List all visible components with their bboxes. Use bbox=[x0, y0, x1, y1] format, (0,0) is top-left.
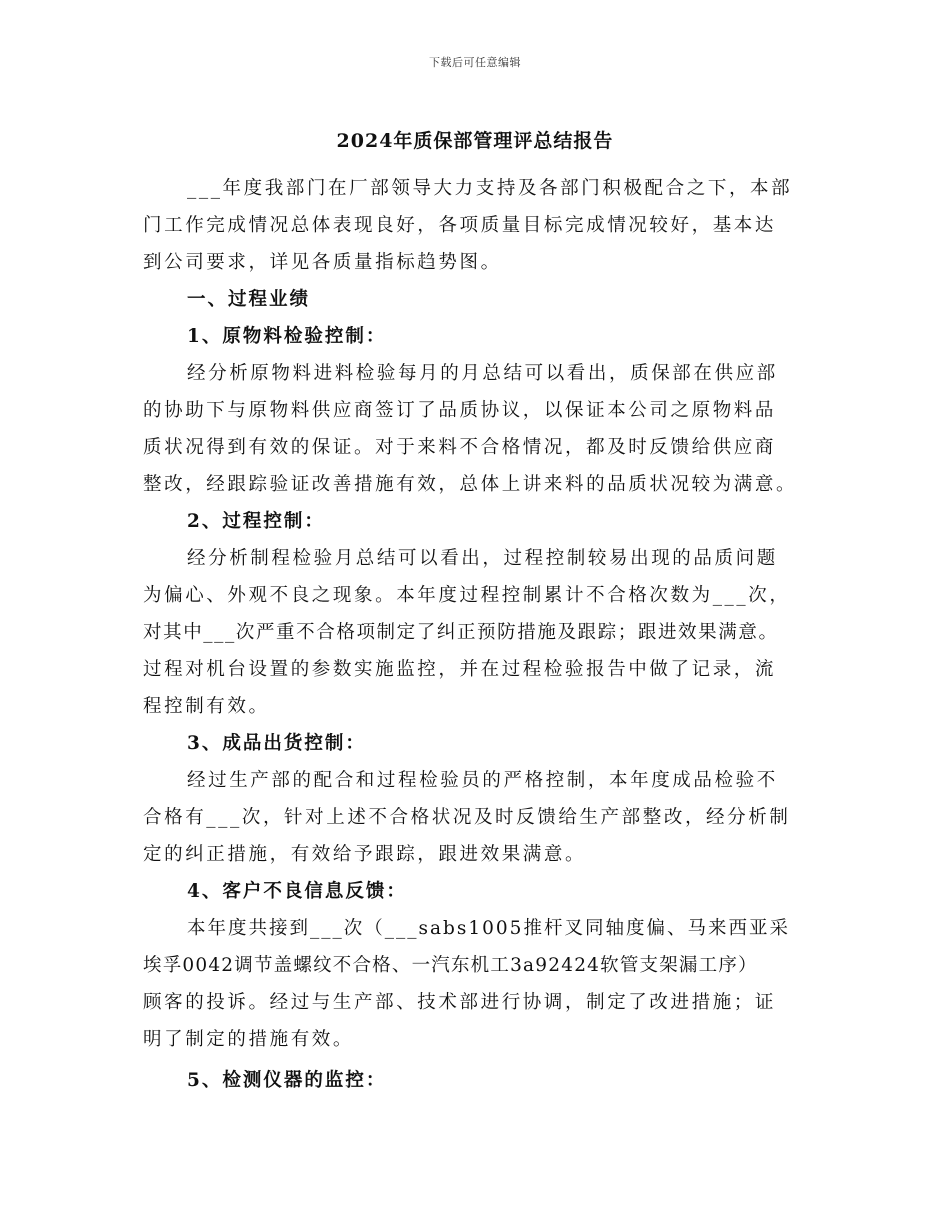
paragraph-line: 的协助下与原物料供应商签订了品质协议，以保证本公司之原物料品 bbox=[143, 400, 777, 421]
paragraph-line: 为偏心、外观不良之现象。本年度过程控制累计不合格次数为___次， bbox=[143, 585, 791, 606]
subsection-heading-shipment-control: 3、成品出货控制： bbox=[187, 733, 366, 754]
paragraph-line: 过程对机台设置的参数实施监控，并在过程检验报告中做了记录，流 bbox=[143, 659, 777, 680]
subsection-heading-process-control: 2、过程控制： bbox=[187, 511, 325, 532]
paragraph-line: 整改，经跟踪验证改善措施有效，总体上讲来料的品质状况较为满意。 bbox=[143, 474, 798, 495]
document-title: 2024年质保部管理评总结报告 bbox=[336, 130, 614, 152]
paragraph-line: 经分析制程检验月总结可以看出，过程控制较易出现的品质问题 bbox=[187, 548, 778, 569]
paragraph-line: 定的纠正措施，有效给予跟踪，跟进效果满意。 bbox=[143, 844, 587, 865]
process-control-paragraph bbox=[143, 540, 813, 725]
subsection-heading-customer-feedback: 4、客户不良信息反馈： bbox=[187, 881, 407, 902]
intro-paragraph bbox=[143, 170, 813, 281]
subsection-heading-instrument-monitoring: 5、检测仪器的监控： bbox=[187, 1070, 387, 1091]
header-note: 下载后可任意编辑 bbox=[429, 56, 521, 69]
document-body bbox=[143, 170, 813, 1099]
raw-material-paragraph bbox=[143, 355, 813, 503]
paragraph-line: 质状况得到有效的保证。对于来料不合格情况，都及时反馈给供应商 bbox=[143, 437, 777, 458]
paragraph-line: 对其中___次严重不合格项制定了纠正预防措施及跟踪；跟进效果满意。 bbox=[143, 622, 779, 643]
paragraph-line: 顾客的投诉。经过与生产部、技术部进行协调，制定了改进措施；证 bbox=[143, 992, 777, 1013]
intro-line: ___年度我部门在厂部领导大力支持及各部门积极配合之下，本部 bbox=[187, 178, 793, 199]
paragraph-line: 合格有___次，针对上述不合格状况及时反馈给生产部整改，经分析制 bbox=[143, 807, 791, 828]
intro-line: 门工作完成情况总体表现良好，各项质量目标完成情况较好，基本达 bbox=[143, 215, 777, 236]
section-heading-performance: 一、过程业绩 bbox=[187, 289, 311, 310]
intro-line: 到公司要求，详见各质量指标趋势图。 bbox=[143, 252, 502, 273]
shipment-control-paragraph bbox=[143, 762, 813, 873]
paragraph-line: 程控制有效。 bbox=[143, 696, 270, 717]
subsection-heading-raw-material: 1、原物料检验控制： bbox=[187, 326, 387, 347]
paragraph-line: 经过生产部的配合和过程检验员的严格控制，本年度成品检验不 bbox=[187, 770, 778, 791]
paragraph-line: 本年度共接到___次（___sabs1005推杆叉同轴度偏、马来西亚采 bbox=[187, 918, 790, 939]
paragraph-line: 埃孚0042调节盖螺纹不合格、一汽东机工3a92424软管支架漏工序） bbox=[143, 955, 758, 976]
paragraph-line: 明了制定的措施有效。 bbox=[143, 1029, 355, 1050]
paragraph-line: 经分析原物料进料检验每月的月总结可以看出，质保部在供应部 bbox=[187, 363, 778, 384]
customer-feedback-paragraph bbox=[143, 910, 813, 1058]
